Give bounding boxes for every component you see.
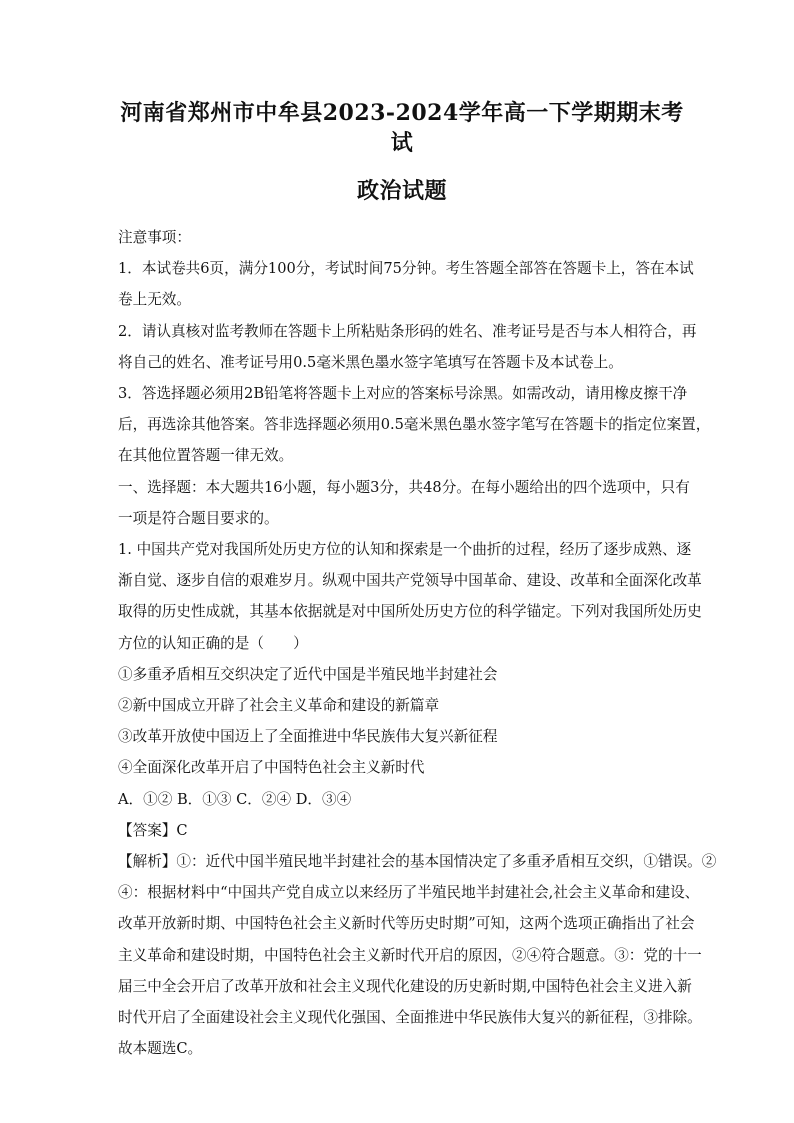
statement-2: ②新中国成立开辟了社会主义革命和建设的新篇章 (118, 697, 440, 715)
question-stem-cont: 渐自觉、逐步自信的艰难岁月。纵观中国共产党领导中国革命、建设、改革和全面深化改革 (118, 572, 702, 590)
question-stem-end: 方位的认知正确的是（ ） (118, 634, 308, 652)
analysis: 【解析】①：近代中国半殖民地半封建社会的基本国情决定了多重矛盾相互交织，①错误。② (118, 853, 717, 871)
statement-4: ④全面深化改革开启了中国特色社会主义新时代 (118, 759, 425, 777)
analysis-conclusion: 故本题选C。 (118, 1040, 203, 1058)
analysis-cont: 届三中全会开启了改革开放和社会主义现代化建设的历史新时期,中国特色社会主义进入新 (118, 977, 692, 995)
statement-3: ③改革开放使中国迈上了全面推进中华民族伟大复兴新征程 (118, 728, 498, 746)
question-stem-cont: 取得的历史性成就，其基本依据就是对中国所处历史方位的科学锚定。下列对我国所处历史 (118, 603, 702, 621)
answer-options: A．①② B．①③ C．②④ D．③④ (118, 790, 352, 808)
answer-key: 【答案】C (118, 821, 188, 839)
notice-heading: 注意事项： (118, 229, 191, 246)
question-stem: 1. 中国共产党对我国所处历史方位的认知和探索是一个曲折的过程，经历了逐步成熟、逐 (118, 541, 692, 559)
statement-1: ①多重矛盾相互交织决定了近代中国是半殖民地半封建社会 (118, 665, 498, 683)
analysis-cont: ④：根据材料中“中国共产党自成立以来经历了半殖民地半封建社会,社会主义革命和建设、 (118, 884, 700, 902)
notice-item-2: 2．请认真核对监考教师在答题卡上所粘贴条形码的姓名、准考证号是否与本人相符合，再 (118, 322, 697, 340)
notice-item-3: 3．答选择题必须用2B铅笔将答题卡上对应的答案标号涂黑。如需改动，请用橡皮擦干净 (118, 385, 688, 403)
notice-item-3-end: 在其他位置答题一律无效。 (118, 447, 294, 465)
notice-item-3-cont: 后，再选涂其他答案。答非选择题必须用0.5毫米黑色墨水签字笔写在答题卡的指定位案置， (118, 416, 711, 434)
notice-item-2-cont: 将自己的姓名、准考证号用0.5毫米黑色墨水签字笔填写在答题卡及本试卷上。 (118, 353, 623, 371)
section-heading-cont: 一项是符合题目要求的。 (118, 509, 279, 527)
analysis-cont: 改革开放新时期、中国特色社会主义新时代等历史时期”可知，这两个选项正确指出了社会 (118, 915, 695, 933)
notice-item-1: 1．本试卷共6页，满分100分，考试时间75分钟。考生答题全部答在答题卡上，答在本试 (118, 260, 694, 278)
document-subtitle: 政治试题 (356, 178, 447, 204)
section-heading: 一、选择题：本大题共16小题，每小题3分，共48分。在每小题给出的四个选项中，只有 (118, 478, 690, 496)
document-title: 河南省郑州市中牟县2023-2024学年高一下学期期末考试 (120, 100, 684, 156)
analysis-cont: 主义革命和建设时期，中国特色社会主义新时代开启的原因，②④符合题意。③：党的十一 (118, 946, 702, 964)
analysis-cont: 时代开启了全面建设社会主义现代化强国、全面推进中华民族伟大复兴的新征程，③排除。 (118, 1009, 702, 1027)
notice-item-1-cont: 卷上无效。 (118, 291, 191, 309)
